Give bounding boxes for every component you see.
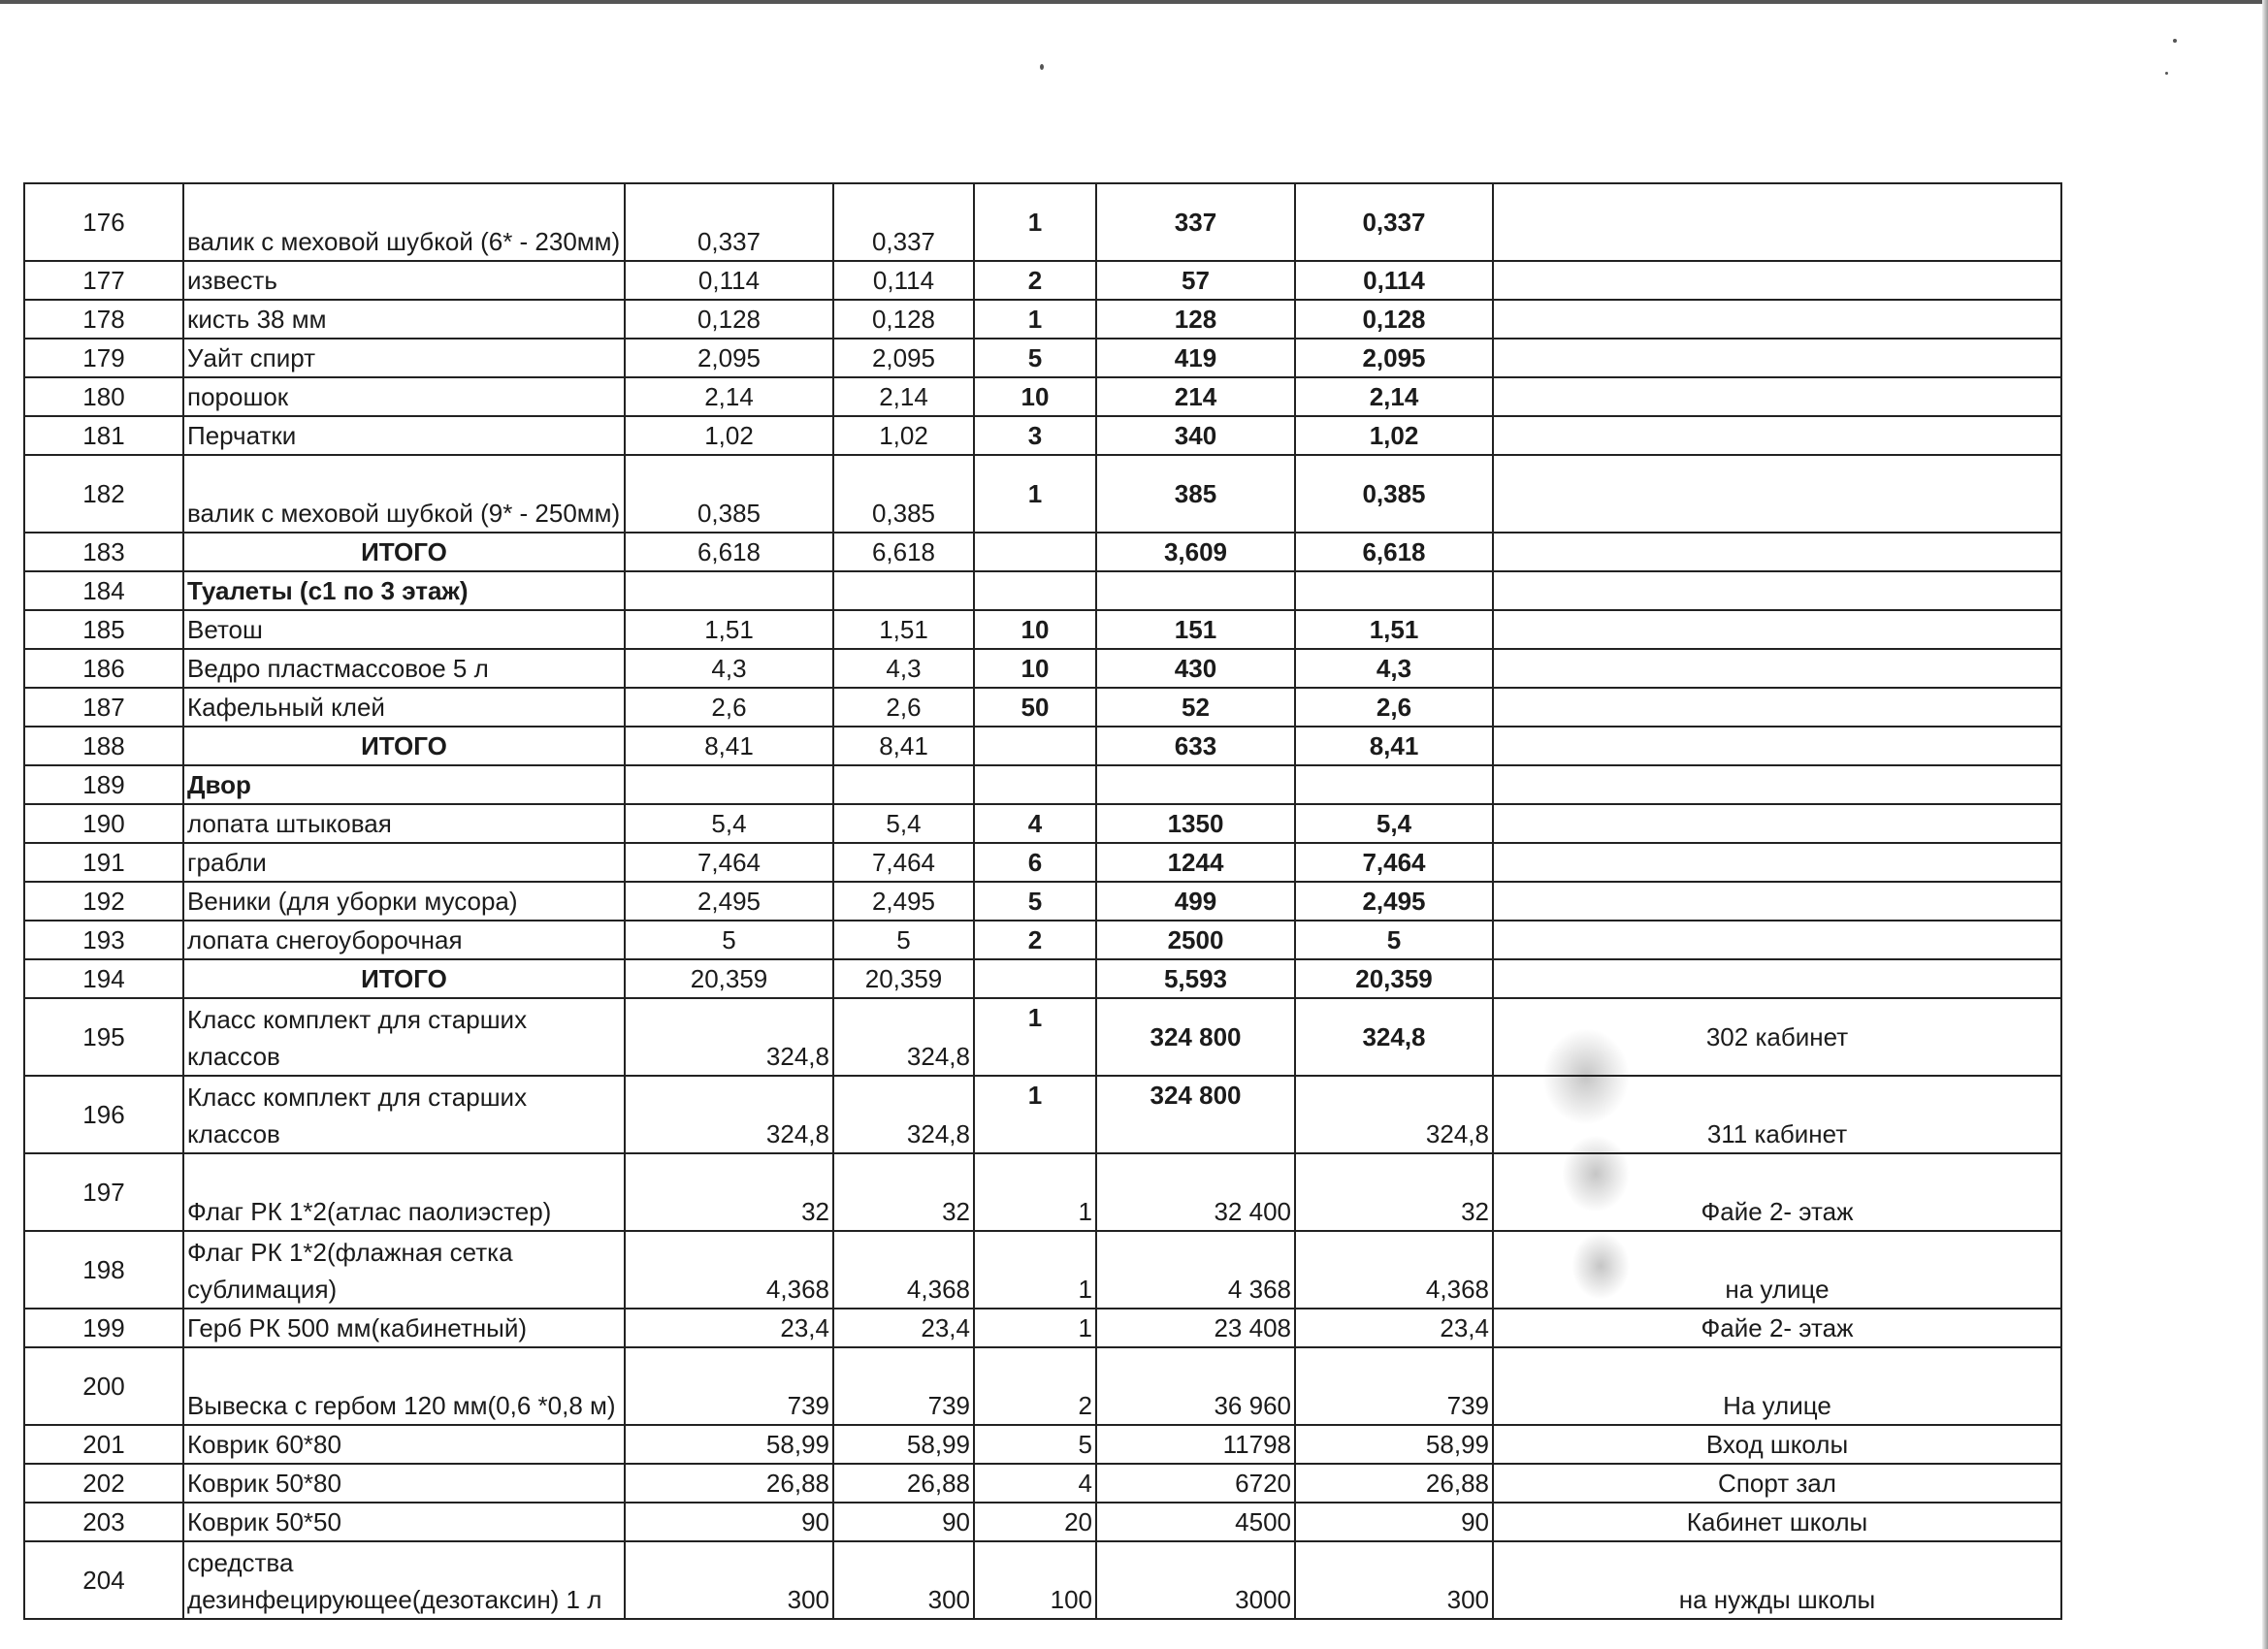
value-1: 32 bbox=[625, 1153, 833, 1231]
table-row bbox=[24, 882, 2061, 921]
row-number: 188 bbox=[24, 727, 183, 765]
price: 340 bbox=[1096, 416, 1295, 455]
quantity: 1 bbox=[974, 300, 1096, 339]
value-2: 739 bbox=[833, 1347, 974, 1425]
sum: 58,99 bbox=[1295, 1425, 1493, 1464]
value-2: 23,4 bbox=[833, 1309, 974, 1347]
value-2: 7,464 bbox=[833, 843, 974, 882]
row-number: 198 bbox=[24, 1231, 183, 1309]
note bbox=[1493, 882, 2061, 921]
table-row bbox=[24, 183, 2061, 261]
sum: 324,8 bbox=[1295, 998, 1493, 1076]
value-1: 90 bbox=[625, 1503, 833, 1541]
price: 324 800 bbox=[1096, 1076, 1295, 1153]
note bbox=[1493, 416, 2061, 455]
quantity: 2 bbox=[974, 261, 1096, 300]
value-2: 4,368 bbox=[833, 1231, 974, 1309]
value-1: 58,99 bbox=[625, 1425, 833, 1464]
table-row bbox=[24, 804, 2061, 843]
item-name: порошок bbox=[183, 377, 625, 416]
row-number: 181 bbox=[24, 416, 183, 455]
price: 3,609 bbox=[1096, 533, 1295, 571]
scan-speck bbox=[1040, 64, 1044, 70]
value-1: 0,385 bbox=[625, 455, 833, 533]
price: 6720 bbox=[1096, 1464, 1295, 1503]
value-1: 23,4 bbox=[625, 1309, 833, 1347]
value-1: 5,4 bbox=[625, 804, 833, 843]
value-2: 90 bbox=[833, 1503, 974, 1541]
value-1: 2,095 bbox=[625, 339, 833, 377]
item-name: Перчатки bbox=[183, 416, 625, 455]
note bbox=[1493, 183, 2061, 261]
value-2: 2,095 bbox=[833, 339, 974, 377]
scan-edge-right bbox=[2262, 0, 2268, 1649]
value-1: 1,51 bbox=[625, 610, 833, 649]
price: 57 bbox=[1096, 261, 1295, 300]
row-number: 197 bbox=[24, 1153, 183, 1231]
table-row bbox=[24, 843, 2061, 882]
item-name: Класс комплект для старших классов bbox=[183, 1076, 625, 1153]
item-name: Коврик 60*80 bbox=[183, 1425, 625, 1464]
row-number: 190 bbox=[24, 804, 183, 843]
sum: 0,114 bbox=[1295, 261, 1493, 300]
table-row bbox=[24, 533, 2061, 571]
value-1: 739 bbox=[625, 1347, 833, 1425]
price: 4500 bbox=[1096, 1503, 1295, 1541]
row-number: 186 bbox=[24, 649, 183, 688]
note bbox=[1493, 959, 2061, 998]
table-row bbox=[24, 1076, 2061, 1153]
quantity: 3 bbox=[974, 416, 1096, 455]
table-row bbox=[24, 1541, 2061, 1619]
value-1: 1,02 bbox=[625, 416, 833, 455]
price: 3000 bbox=[1096, 1541, 1295, 1619]
quantity: 1 bbox=[974, 183, 1096, 261]
note: Спорт зал bbox=[1493, 1464, 2061, 1503]
value-1: 8,41 bbox=[625, 727, 833, 765]
item-name: Флаг РК 1*2(флажная сетка сублимация) bbox=[183, 1231, 625, 1309]
table-row bbox=[24, 1503, 2061, 1541]
row-number: 177 bbox=[24, 261, 183, 300]
row-number: 203 bbox=[24, 1503, 183, 1541]
quantity: 4 bbox=[974, 804, 1096, 843]
note bbox=[1493, 804, 2061, 843]
price bbox=[1096, 571, 1295, 610]
note bbox=[1493, 571, 2061, 610]
sum: 4,368 bbox=[1295, 1231, 1493, 1309]
value-2: 32 bbox=[833, 1153, 974, 1231]
item-name: валик с меховой шубкой (9* - 250мм) bbox=[183, 455, 625, 533]
table-body bbox=[24, 183, 2061, 1619]
value-2: 1,51 bbox=[833, 610, 974, 649]
note bbox=[1493, 727, 2061, 765]
note: на улице bbox=[1493, 1231, 2061, 1309]
note: Кабинет школы bbox=[1493, 1503, 2061, 1541]
sum: 2,495 bbox=[1295, 882, 1493, 921]
value-1: 20,359 bbox=[625, 959, 833, 998]
price: 633 bbox=[1096, 727, 1295, 765]
value-2: 0,128 bbox=[833, 300, 974, 339]
value-2: 26,88 bbox=[833, 1464, 974, 1503]
sum bbox=[1295, 571, 1493, 610]
note: 302 кабинет bbox=[1493, 998, 2061, 1076]
value-1: 26,88 bbox=[625, 1464, 833, 1503]
row-number: 189 bbox=[24, 765, 183, 804]
sum: 1,51 bbox=[1295, 610, 1493, 649]
item-name: Туалеты (с1 по 3 этаж) bbox=[183, 571, 625, 610]
note: На улице bbox=[1493, 1347, 2061, 1425]
value-1: 0,114 bbox=[625, 261, 833, 300]
value-1 bbox=[625, 571, 833, 610]
value-1: 0,337 bbox=[625, 183, 833, 261]
sum: 7,464 bbox=[1295, 843, 1493, 882]
item-name: Веники (для уборки мусора) bbox=[183, 882, 625, 921]
quantity bbox=[974, 727, 1096, 765]
price: 1350 bbox=[1096, 804, 1295, 843]
value-2: 324,8 bbox=[833, 998, 974, 1076]
quantity: 4 bbox=[974, 1464, 1096, 1503]
row-number: 180 bbox=[24, 377, 183, 416]
note bbox=[1493, 688, 2061, 727]
quantity: 10 bbox=[974, 649, 1096, 688]
table-row bbox=[24, 1309, 2061, 1347]
note: Вход школы bbox=[1493, 1425, 2061, 1464]
note: Файе 2- этаж bbox=[1493, 1309, 2061, 1347]
value-2 bbox=[833, 571, 974, 610]
row-number: 179 bbox=[24, 339, 183, 377]
value-2: 324,8 bbox=[833, 1076, 974, 1153]
quantity: 5 bbox=[974, 1425, 1096, 1464]
item-name: лопата снегоуборочная bbox=[183, 921, 625, 959]
price: 4 368 bbox=[1096, 1231, 1295, 1309]
sum: 1,02 bbox=[1295, 416, 1493, 455]
sum: 2,14 bbox=[1295, 377, 1493, 416]
table-row bbox=[24, 377, 2061, 416]
row-number: 187 bbox=[24, 688, 183, 727]
table-row bbox=[24, 727, 2061, 765]
quantity: 10 bbox=[974, 377, 1096, 416]
quantity bbox=[974, 959, 1096, 998]
note: Файе 2- этаж bbox=[1493, 1153, 2061, 1231]
quantity: 2 bbox=[974, 1347, 1096, 1425]
note bbox=[1493, 261, 2061, 300]
scan-speck bbox=[2165, 72, 2168, 75]
table-row bbox=[24, 649, 2061, 688]
value-1: 0,128 bbox=[625, 300, 833, 339]
value-2: 6,618 bbox=[833, 533, 974, 571]
sum: 0,128 bbox=[1295, 300, 1493, 339]
note bbox=[1493, 921, 2061, 959]
value-1: 324,8 bbox=[625, 998, 833, 1076]
price: 36 960 bbox=[1096, 1347, 1295, 1425]
sum: 32 bbox=[1295, 1153, 1493, 1231]
note bbox=[1493, 300, 2061, 339]
quantity: 1 bbox=[974, 455, 1096, 533]
note: на нужды школы bbox=[1493, 1541, 2061, 1619]
value-2: 20,359 bbox=[833, 959, 974, 998]
note: 311 кабинет bbox=[1493, 1076, 2061, 1153]
row-number: 178 bbox=[24, 300, 183, 339]
item-name: Двор bbox=[183, 765, 625, 804]
value-2: 2,6 bbox=[833, 688, 974, 727]
sum: 2,095 bbox=[1295, 339, 1493, 377]
sum: 8,41 bbox=[1295, 727, 1493, 765]
table-row bbox=[24, 455, 2061, 533]
sum: 5 bbox=[1295, 921, 1493, 959]
item-name: грабли bbox=[183, 843, 625, 882]
table-row bbox=[24, 339, 2061, 377]
table-row bbox=[24, 765, 2061, 804]
sum: 0,337 bbox=[1295, 183, 1493, 261]
note bbox=[1493, 649, 2061, 688]
table-row bbox=[24, 921, 2061, 959]
table-row bbox=[24, 998, 2061, 1076]
row-number: 200 bbox=[24, 1347, 183, 1425]
row-number: 183 bbox=[24, 533, 183, 571]
row-number: 195 bbox=[24, 998, 183, 1076]
quantity: 50 bbox=[974, 688, 1096, 727]
item-name: кисть 38 мм bbox=[183, 300, 625, 339]
value-1: 7,464 bbox=[625, 843, 833, 882]
price: 52 bbox=[1096, 688, 1295, 727]
value-1: 2,495 bbox=[625, 882, 833, 921]
table-row bbox=[24, 959, 2061, 998]
value-1: 5 bbox=[625, 921, 833, 959]
value-2: 2,495 bbox=[833, 882, 974, 921]
price: 11798 bbox=[1096, 1425, 1295, 1464]
quantity: 1 bbox=[974, 1076, 1096, 1153]
table-row bbox=[24, 1347, 2061, 1425]
price: 23 408 bbox=[1096, 1309, 1295, 1347]
item-name: валик с меховой шубкой (6* - 230мм) bbox=[183, 183, 625, 261]
quantity: 1 bbox=[974, 1309, 1096, 1347]
sum bbox=[1295, 765, 1493, 804]
item-name: Коврик 50*50 bbox=[183, 1503, 625, 1541]
row-number: 191 bbox=[24, 843, 183, 882]
sum: 23,4 bbox=[1295, 1309, 1493, 1347]
sum: 300 bbox=[1295, 1541, 1493, 1619]
value-1: 4,368 bbox=[625, 1231, 833, 1309]
item-name: Вывеска с гербом 120 мм(0,6 *0,8 м) bbox=[183, 1347, 625, 1425]
price: 430 bbox=[1096, 649, 1295, 688]
quantity: 100 bbox=[974, 1541, 1096, 1619]
value-2: 1,02 bbox=[833, 416, 974, 455]
note bbox=[1493, 765, 2061, 804]
value-2: 2,14 bbox=[833, 377, 974, 416]
quantity: 20 bbox=[974, 1503, 1096, 1541]
item-name: ИТОГО bbox=[183, 959, 625, 998]
value-2: 4,3 bbox=[833, 649, 974, 688]
quantity: 2 bbox=[974, 921, 1096, 959]
inventory-table bbox=[23, 182, 2062, 1620]
row-number: 192 bbox=[24, 882, 183, 921]
sum: 6,618 bbox=[1295, 533, 1493, 571]
note bbox=[1493, 455, 2061, 533]
value-1 bbox=[625, 765, 833, 804]
row-number: 202 bbox=[24, 1464, 183, 1503]
item-name: ИТОГО bbox=[183, 533, 625, 571]
item-name: Ветош bbox=[183, 610, 625, 649]
table-row bbox=[24, 1425, 2061, 1464]
value-2: 300 bbox=[833, 1541, 974, 1619]
value-1: 6,618 bbox=[625, 533, 833, 571]
quantity: 5 bbox=[974, 339, 1096, 377]
value-1: 324,8 bbox=[625, 1076, 833, 1153]
value-2: 58,99 bbox=[833, 1425, 974, 1464]
sum: 739 bbox=[1295, 1347, 1493, 1425]
value-2: 5 bbox=[833, 921, 974, 959]
item-name: ИТОГО bbox=[183, 727, 625, 765]
price: 2500 bbox=[1096, 921, 1295, 959]
value-1: 4,3 bbox=[625, 649, 833, 688]
table-row bbox=[24, 571, 2061, 610]
item-name: Флаг РК 1*2(атлас паолиэстер) bbox=[183, 1153, 625, 1231]
row-number: 184 bbox=[24, 571, 183, 610]
quantity: 5 bbox=[974, 882, 1096, 921]
item-name: Ведро пластмассовое 5 л bbox=[183, 649, 625, 688]
note bbox=[1493, 533, 2061, 571]
scan-edge-top bbox=[0, 0, 2268, 4]
item-name: известь bbox=[183, 261, 625, 300]
price: 1244 bbox=[1096, 843, 1295, 882]
sum: 90 bbox=[1295, 1503, 1493, 1541]
row-number: 176 bbox=[24, 183, 183, 261]
table-row bbox=[24, 688, 2061, 727]
note bbox=[1493, 377, 2061, 416]
sum: 0,385 bbox=[1295, 455, 1493, 533]
sum: 20,359 bbox=[1295, 959, 1493, 998]
table-row bbox=[24, 300, 2061, 339]
value-1: 2,14 bbox=[625, 377, 833, 416]
table-row bbox=[24, 1153, 2061, 1231]
value-2: 0,114 bbox=[833, 261, 974, 300]
value-1: 300 bbox=[625, 1541, 833, 1619]
row-number: 204 bbox=[24, 1541, 183, 1619]
row-number: 194 bbox=[24, 959, 183, 998]
item-name: Класс комплект для старших классов bbox=[183, 998, 625, 1076]
table-row bbox=[24, 1231, 2061, 1309]
table-row bbox=[24, 261, 2061, 300]
price: 337 bbox=[1096, 183, 1295, 261]
row-number: 199 bbox=[24, 1309, 183, 1347]
quantity: 1 bbox=[974, 998, 1096, 1076]
price: 324 800 bbox=[1096, 998, 1295, 1076]
quantity: 1 bbox=[974, 1153, 1096, 1231]
quantity: 10 bbox=[974, 610, 1096, 649]
price: 419 bbox=[1096, 339, 1295, 377]
price bbox=[1096, 765, 1295, 804]
sum: 324,8 bbox=[1295, 1076, 1493, 1153]
scan-speck bbox=[2173, 39, 2177, 43]
value-1: 2,6 bbox=[625, 688, 833, 727]
price: 5,593 bbox=[1096, 959, 1295, 998]
price: 385 bbox=[1096, 455, 1295, 533]
price: 32 400 bbox=[1096, 1153, 1295, 1231]
note bbox=[1493, 843, 2061, 882]
value-2 bbox=[833, 765, 974, 804]
price: 214 bbox=[1096, 377, 1295, 416]
value-2: 0,337 bbox=[833, 183, 974, 261]
sum: 26,88 bbox=[1295, 1464, 1493, 1503]
sum: 2,6 bbox=[1295, 688, 1493, 727]
quantity bbox=[974, 571, 1096, 610]
item-name: лопата штыковая bbox=[183, 804, 625, 843]
item-name: Кафельный клей bbox=[183, 688, 625, 727]
value-2: 8,41 bbox=[833, 727, 974, 765]
quantity bbox=[974, 765, 1096, 804]
item-name: средства дезинфецирующее(дезотаксин) 1 л bbox=[183, 1541, 625, 1619]
note bbox=[1493, 610, 2061, 649]
table-row bbox=[24, 1464, 2061, 1503]
price: 151 bbox=[1096, 610, 1295, 649]
row-number: 196 bbox=[24, 1076, 183, 1153]
row-number: 182 bbox=[24, 455, 183, 533]
quantity: 6 bbox=[974, 843, 1096, 882]
item-name: Уайт спирт bbox=[183, 339, 625, 377]
sum: 5,4 bbox=[1295, 804, 1493, 843]
row-number: 185 bbox=[24, 610, 183, 649]
table-row bbox=[24, 610, 2061, 649]
row-number: 193 bbox=[24, 921, 183, 959]
sum: 4,3 bbox=[1295, 649, 1493, 688]
item-name: Герб РК 500 мм(кабинетный) bbox=[183, 1309, 625, 1347]
price: 128 bbox=[1096, 300, 1295, 339]
quantity bbox=[974, 533, 1096, 571]
quantity: 1 bbox=[974, 1231, 1096, 1309]
row-number: 201 bbox=[24, 1425, 183, 1464]
table-row bbox=[24, 416, 2061, 455]
value-2: 5,4 bbox=[833, 804, 974, 843]
price: 499 bbox=[1096, 882, 1295, 921]
item-name: Коврик 50*80 bbox=[183, 1464, 625, 1503]
note bbox=[1493, 339, 2061, 377]
value-2: 0,385 bbox=[833, 455, 974, 533]
